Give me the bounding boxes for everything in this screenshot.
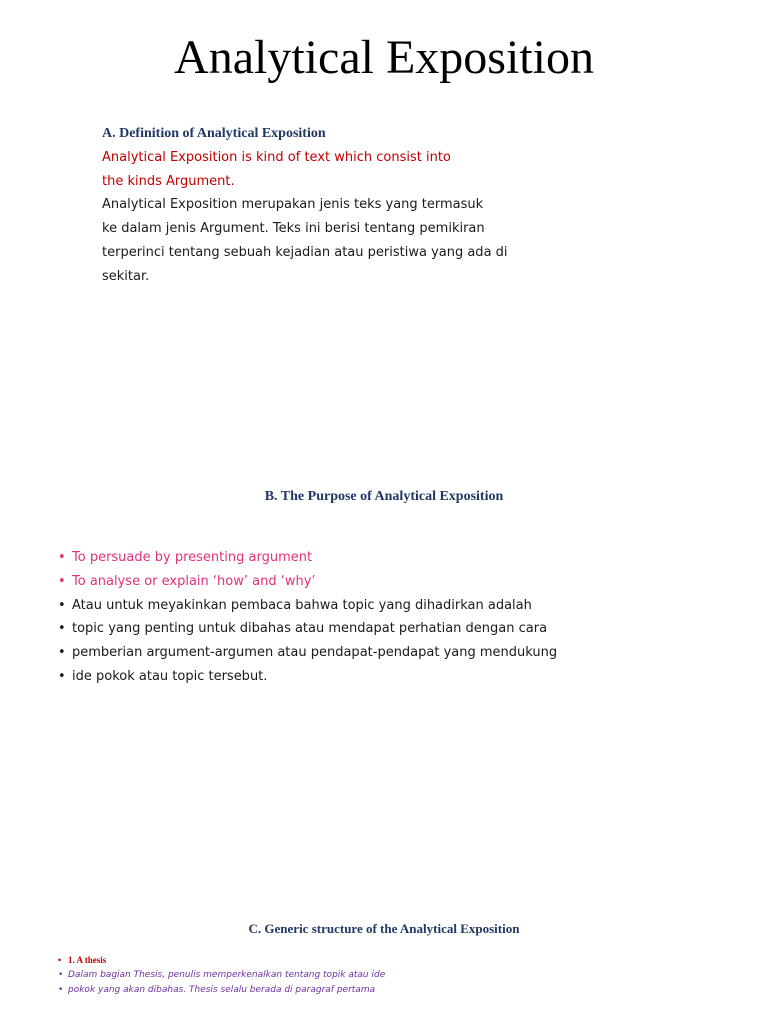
list-item-text: Atau untuk meyakinkan pembaca bahwa topic yang dihadirkan adalah (72, 597, 532, 613)
section-a-english-paragraph (102, 146, 451, 194)
section-b-heading: B. The Purpose of Analytical Exposition (264, 489, 504, 504)
purpose-list (58, 546, 557, 689)
bullet-icon: • (58, 985, 64, 995)
paragraph-line: ke dalam jenis Argument. Teks ini berisi tentang pemikiran (102, 221, 485, 236)
bullet-icon: • (58, 645, 66, 661)
bullet-icon: • (58, 597, 66, 613)
paragraph-line: Analytical Exposition is kind of text which consist into (102, 150, 451, 165)
list-item (58, 983, 385, 998)
structure-list (58, 953, 385, 998)
page-title: Analytical Exposition (174, 31, 594, 84)
list-item-text: Dalam bagian Thesis, penulis memperkenalkan tentang topik atau ide (68, 970, 386, 980)
paragraph-line: sekitar. (102, 269, 150, 284)
bullet-icon: • (58, 668, 66, 684)
list-item (58, 570, 557, 594)
list-item (58, 665, 557, 689)
section-a-heading: A. Definition of Analytical Exposition (102, 126, 326, 141)
bullet-icon: • (58, 573, 66, 589)
list-item-text: To analyse or explain ‘how’ and ‘why’ (72, 573, 316, 589)
paragraph-line: the kinds Argument. (102, 174, 235, 189)
list-item (58, 617, 557, 641)
paragraph-line: Analytical Exposition merupakan jenis teks yang termasuk (102, 197, 484, 212)
list-item-text: 1. A thesis (68, 955, 107, 965)
list-item (58, 968, 385, 983)
list-item (58, 594, 557, 618)
section-c-heading: C. Generic structure of the Analytical Exposition (248, 921, 520, 936)
list-item (58, 953, 385, 968)
list-item-text: To persuade by presenting argument (72, 550, 313, 565)
bullet-icon: • (58, 970, 64, 980)
paragraph-line: terperinci tentang sebuah kejadian atau peristiwa yang ada di (102, 245, 508, 260)
bullet-icon: • (58, 955, 62, 965)
list-item-text: topic yang penting untuk dibahas atau mendapat perhatian dengan cara (72, 621, 548, 637)
list-item-text: pemberian argument-argumen atau pendapat-pendapat yang mendukung (72, 645, 558, 661)
list-item-text: ide pokok atau topic tersebut. (72, 668, 268, 684)
section-a-indonesian-paragraph (102, 193, 508, 289)
list-item (58, 641, 557, 665)
list-item-text: pokok yang akan dibahas. Thesis selalu berada di paragraf pertama (68, 985, 376, 995)
list-item (58, 546, 557, 570)
bullet-icon: • (58, 550, 66, 565)
bullet-icon: • (58, 621, 66, 637)
